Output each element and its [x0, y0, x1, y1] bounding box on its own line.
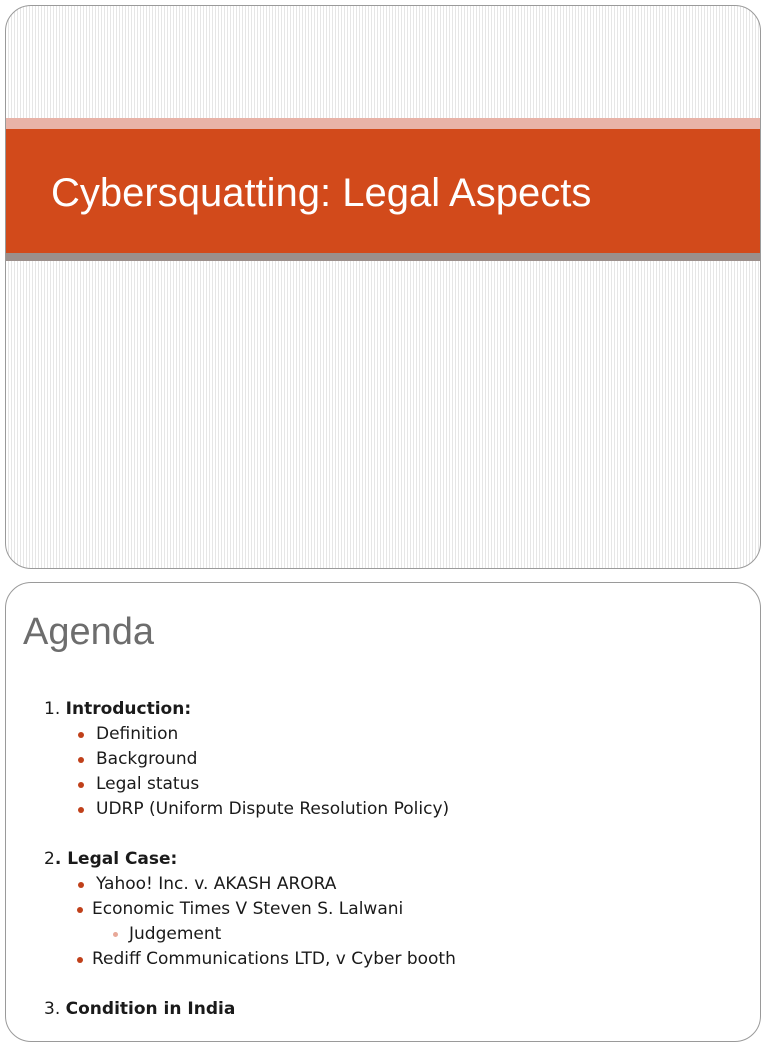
bullet-icon: [78, 757, 84, 763]
list-item-text: Legal status: [96, 774, 200, 794]
title-slide: [5, 5, 761, 569]
list-item: [44, 897, 456, 922]
list-item: [44, 772, 456, 797]
list-item: [44, 747, 456, 772]
title-band-top-stripe: [6, 118, 760, 129]
list-item: [44, 722, 456, 747]
section-heading-legal-case: [44, 847, 456, 872]
section-heading-condition-india: [44, 997, 456, 1022]
bullet-icon: [78, 732, 84, 738]
list-item: [44, 947, 456, 972]
list-item-text: Definition: [96, 724, 179, 744]
bullet-icon: [77, 907, 83, 913]
section-title: Condition in India: [65, 999, 236, 1019]
section-title: . Legal Case:: [54, 849, 178, 869]
list-item: [44, 872, 456, 897]
section-number: 3.: [44, 999, 61, 1019]
section-number: 1.: [44, 699, 61, 719]
bullet-icon: [78, 882, 84, 888]
sub-bullet-icon: [113, 932, 118, 937]
list-item-text: Economic Times V Steven S. Lalwani: [92, 899, 404, 919]
bullet-icon: [78, 807, 84, 813]
agenda-title: Agenda: [23, 611, 155, 653]
list-item-text: UDRP (Uniform Dispute Resolution Policy): [96, 799, 450, 819]
list-item-text: Rediff Communications LTD, v Cyber booth: [92, 949, 456, 969]
list-item-text: Judgement: [129, 924, 222, 944]
slide-title: Cybersquatting: Legal Aspects: [51, 171, 592, 215]
bullet-icon: [78, 782, 84, 788]
list-item: [44, 797, 456, 822]
sub-list-item: [44, 922, 456, 947]
list-item-text: Background: [96, 749, 198, 769]
agenda-slide: [5, 582, 761, 1042]
agenda-list: [44, 697, 456, 1022]
title-band-bottom-stripe: [6, 253, 760, 261]
section-heading-introduction: [44, 697, 456, 722]
section-title: Introduction:: [65, 699, 192, 719]
list-item-text: Yahoo! Inc. v. AKASH ARORA: [96, 874, 337, 894]
section-number: 2: [44, 849, 55, 869]
bullet-icon: [77, 957, 83, 963]
